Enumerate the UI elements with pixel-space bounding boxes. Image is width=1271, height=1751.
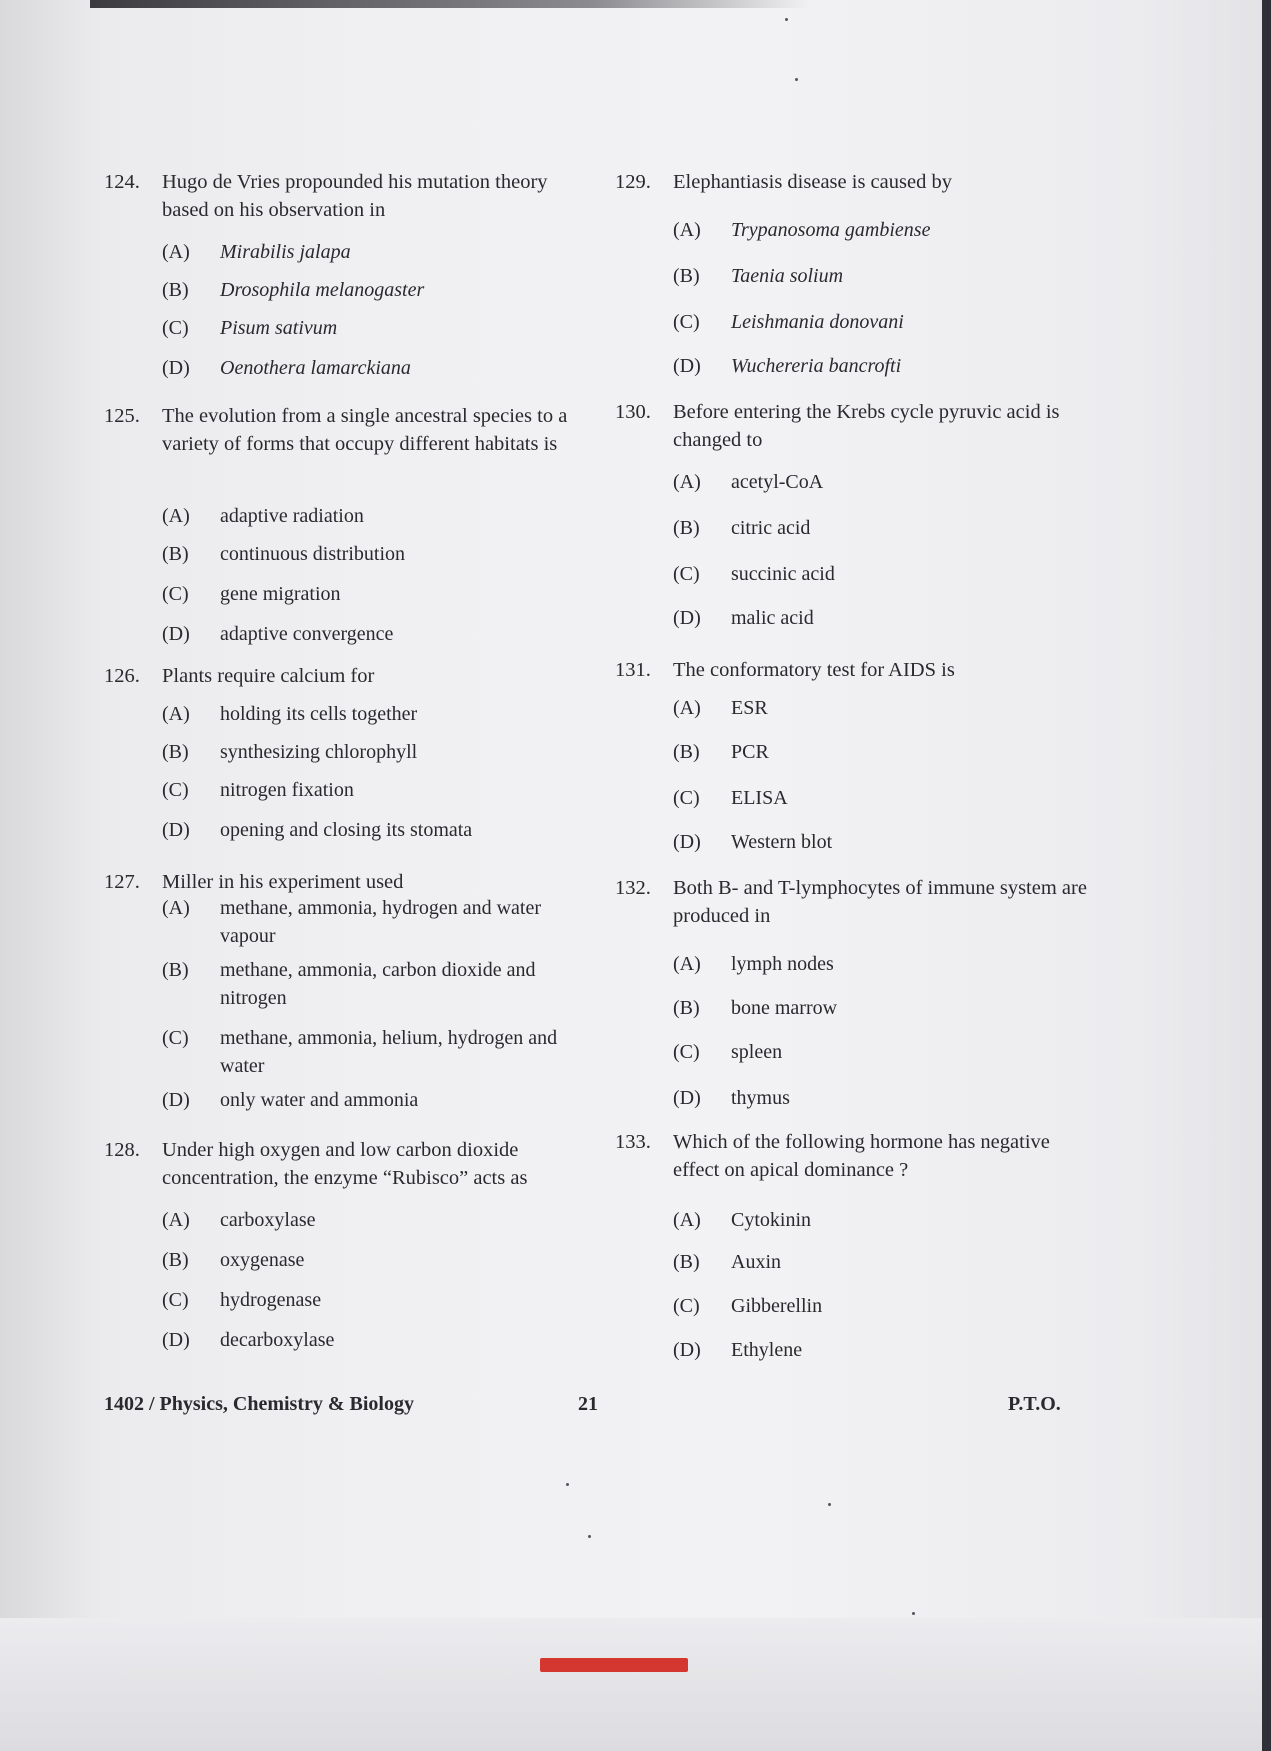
option-label: (D) — [673, 1339, 701, 1361]
paper-speck — [588, 1535, 591, 1538]
option-text: continuous distribution — [220, 543, 405, 565]
question-stem: Both B- and T-lymphocytes of immune system are produced in — [673, 877, 1087, 927]
option-text: Western blot — [731, 831, 833, 853]
option-text: Taenia solium — [731, 265, 844, 287]
page-bottom-band — [0, 1618, 1262, 1751]
option-text: synthesizing chlorophyll — [220, 741, 418, 763]
option-label: (D) — [162, 819, 190, 841]
question-number: 132. — [615, 877, 651, 899]
option-label: (D) — [673, 355, 701, 377]
paper-speck — [828, 1503, 831, 1506]
option-text: only water and ammonia — [220, 1089, 419, 1111]
option-label: (C) — [673, 311, 700, 333]
question-stem: The evolution from a single ancestral species to a variety of forms that occupy different habitats is — [162, 405, 568, 455]
option-text: Cytokinin — [731, 1209, 812, 1231]
question-number: 127. — [104, 871, 140, 893]
option-text: bone marrow — [731, 997, 838, 1019]
question-stem: The conformatory test for AIDS is — [673, 659, 955, 681]
option-text: malic acid — [731, 607, 814, 629]
option-label: (B) — [673, 741, 700, 763]
option-text: Auxin — [731, 1251, 781, 1273]
option-label: (D) — [162, 1329, 190, 1351]
option-label: (C) — [162, 583, 189, 605]
option-text: nitrogen fixation — [220, 779, 354, 801]
option-label: (A) — [162, 897, 190, 919]
option-label: (B) — [162, 741, 189, 763]
footer-paper-code: 1402 / Physics, Chemistry & Biology — [104, 1393, 414, 1415]
option-label: (C) — [162, 1027, 189, 1049]
paper-speck — [785, 18, 788, 21]
option-label: (B) — [673, 1251, 700, 1273]
option-label: (A) — [673, 953, 701, 975]
question-number: 125. — [104, 405, 140, 427]
paper-speck — [795, 78, 798, 81]
option-text: adaptive convergence — [220, 623, 394, 645]
option-label: (D) — [162, 1089, 190, 1111]
option-label: (C) — [673, 787, 700, 809]
option-text: Ethylene — [731, 1339, 803, 1361]
option-label: (B) — [673, 265, 700, 287]
question-number: 130. — [615, 401, 651, 423]
question-stem: Hugo de Vries propounded his mutation theory based on his observation in — [162, 171, 548, 221]
question-stem: Before entering the Krebs cycle pyruvic acid is changed to — [673, 401, 1060, 451]
option-label: (C) — [162, 317, 189, 339]
option-text: ESR — [731, 697, 768, 719]
option-label: (C) — [673, 1295, 700, 1317]
option-text: carboxylase — [220, 1209, 316, 1231]
option-label: (A) — [162, 703, 190, 725]
option-label: (B) — [162, 543, 189, 565]
option-label: (D) — [162, 357, 190, 379]
option-text: adaptive radiation — [220, 505, 364, 527]
option-label: (C) — [673, 563, 700, 585]
option-text: hydrogenase — [220, 1289, 322, 1311]
option-text: gene migration — [220, 583, 341, 605]
red-binding-tab — [540, 1658, 688, 1672]
option-text: citric acid — [731, 517, 811, 539]
question-stem: Plants require calcium for — [162, 665, 375, 687]
question-number: 126. — [104, 665, 140, 687]
option-text: opening and closing its stomata — [220, 819, 473, 841]
option-label: (C) — [162, 1289, 189, 1311]
question-number: 133. — [615, 1131, 651, 1153]
option-label: (A) — [673, 471, 701, 493]
paper-speck — [566, 1483, 569, 1486]
option-text: ELISA — [731, 787, 788, 809]
option-text: spleen — [731, 1041, 783, 1063]
question-number: 131. — [615, 659, 651, 681]
question-stem: Under high oxygen and low carbon dioxide concentration, the enzyme “Rubisco” acts as — [162, 1139, 528, 1189]
option-label: (D) — [673, 1087, 701, 1109]
option-label: (B) — [162, 959, 189, 981]
option-label: (C) — [673, 1041, 700, 1063]
option-label: (B) — [673, 997, 700, 1019]
option-text: succinic acid — [731, 563, 835, 585]
option-label: (D) — [673, 607, 701, 629]
option-label: (B) — [162, 1249, 189, 1271]
option-label: (A) — [162, 241, 190, 263]
option-text: methane, ammonia, carbon dioxide and nitrogen — [220, 959, 536, 1009]
option-text: decarboxylase — [220, 1329, 335, 1351]
option-text: PCR — [731, 741, 769, 763]
option-text: methane, ammonia, hydrogen and water vapour — [220, 897, 541, 947]
option-text: acetyl-CoA — [731, 471, 824, 493]
footer-pto: P.T.O. — [1008, 1393, 1061, 1415]
option-text: Mirabilis jalapa — [220, 241, 351, 263]
option-text: Gibberellin — [731, 1295, 823, 1317]
option-label: (B) — [162, 279, 189, 301]
option-label: (D) — [673, 831, 701, 853]
option-label: (C) — [162, 779, 189, 801]
option-text: lymph nodes — [731, 953, 834, 975]
question-stem: Elephantiasis disease is caused by — [673, 171, 952, 193]
page-top-shadow — [90, 0, 810, 8]
option-label: (B) — [673, 517, 700, 539]
paper-speck — [912, 1612, 915, 1615]
option-text: holding its cells together — [220, 703, 418, 725]
question-number: 128. — [104, 1139, 140, 1161]
option-text: Wuchereria bancrofti — [731, 355, 902, 377]
option-label: (A) — [673, 219, 701, 241]
question-stem: Which of the following hormone has negative effect on apical dominance ? — [673, 1131, 1050, 1181]
option-text: Leishmania donovani — [731, 311, 904, 333]
footer-page-number: 21 — [578, 1393, 598, 1415]
option-label: (D) — [162, 623, 190, 645]
option-text: oxygenase — [220, 1249, 305, 1271]
option-label: (A) — [162, 505, 190, 527]
option-text: Trypanosoma gambiense — [731, 219, 931, 241]
question-number: 124. — [104, 171, 140, 193]
question-number: 129. — [615, 171, 651, 193]
page-right-edge-shadow — [1262, 0, 1271, 1751]
question-stem: Miller in his experiment used — [162, 871, 404, 893]
option-text: Oenothera lamarckiana — [220, 357, 411, 379]
option-label: (A) — [673, 697, 701, 719]
option-text: Drosophila melanogaster — [220, 279, 425, 301]
option-text: methane, ammonia, helium, hydrogen and water — [220, 1027, 558, 1077]
option-text: thymus — [731, 1087, 790, 1109]
option-label: (A) — [162, 1209, 190, 1231]
option-text: Pisum sativum — [220, 317, 338, 339]
option-label: (A) — [673, 1209, 701, 1231]
